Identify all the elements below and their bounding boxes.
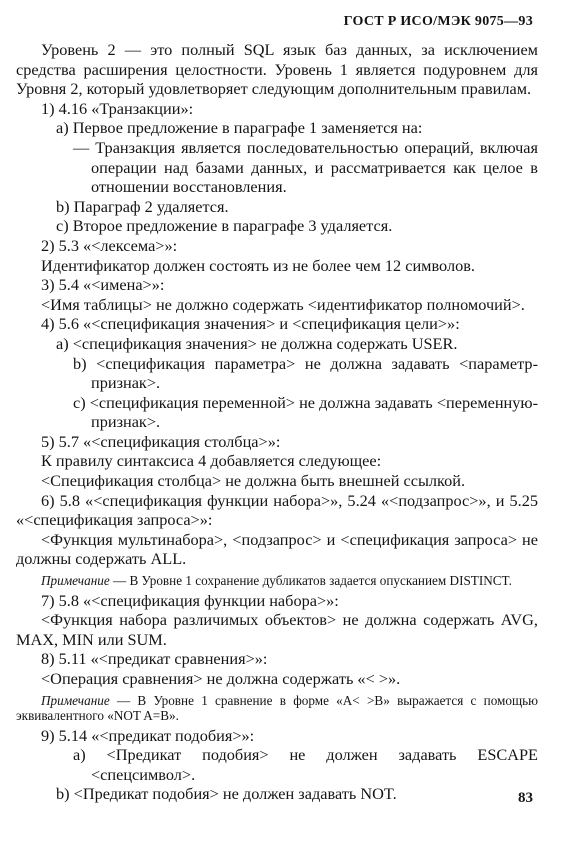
document-body [16,40,538,804]
rule-9-heading: 9) 5.14 «<предикат подобия>»: [41,725,255,745]
rule-1a-quote: — Транзакция является последовательностью операций, включая операции над базами данных, и рассматривается как целое в отношении восстановления. [73,137,538,197]
rule-6-heading: 6) 5.8 «<спецификация функции набора>», 5.24 «<подзапрос>», и 5.25 «<спецификация запроса>»: [16,490,538,530]
note-1-label: Примечание [41,573,110,589]
rule-4a: a) <спецификация значения> не должна содержать USER. [56,333,458,353]
page-number: 83 [518,790,533,806]
rule-1-heading: 1) 4.16 «Транзакции»: [41,98,194,118]
rule-5-heading: 5) 5.7 «<спецификация столбца>»: [41,431,281,451]
rule-2-heading: 2) 5.3 «<лексема>»: [41,235,178,255]
rule-9a: a) <Предикат подобия> не должен задавать ESCAPE <спецсимвол>. [73,745,538,784]
note-1 [16,573,538,589]
rule-1c: c) Второе предложение в параграфе 3 удаляется. [56,216,393,236]
note-2-text: — В Уровне 1 сравнение в форме «A< >B» выражается с помощью эквивалентного «NOT A=B». [16,692,538,723]
rule-5-text-2: <Спецификация столбца> не должна быть внешней ссылкой. [41,471,466,491]
rule-9b: b) <Предикат подобия> не должен задавать NOT. [56,784,397,804]
rule-3-text: <Имя таблицы> не должно содержать <идентификатор полномочий>. [41,294,525,314]
rule-1b: b) Параграф 2 удаляется. [56,196,229,216]
rule-8-heading: 8) 5.11 «<предикат сравнения>»: [41,649,268,669]
note-2 [16,693,538,724]
rule-6-text: <Функция мультинабора>, <подзапрос> и <спецификация запроса> не должны содержать ALL. [16,529,538,569]
rule-3-heading: 3) 5.4 «<имена>»: [41,275,165,295]
rule-5-text-1: К правилу синтаксиса 4 добавляется следующее: [41,451,382,471]
rule-2-text: Идентификатор должен состоять из не более чем 12 символов. [41,255,475,275]
rule-4b: b) <спецификация параметра> не должна задавать <параметр-признак>. [73,353,538,393]
rule-8-text: <Операция сравнения> не должна содержать «< >». [41,668,401,688]
document-header: ГОСТ Р ИСО/МЭК 9075—93 [343,14,533,29]
note-1-text: — В Уровне 1 сохранение дубликатов задается опусканием DISTINCT. [109,573,512,589]
rule-7-text: <Функция набора различимых объектов> не должна содержать AVG, MAX, MIN или SUM. [16,610,538,649]
rule-4-heading: 4) 5.6 «<спецификация значения> и <спецификация цели>»: [41,314,460,334]
rule-1a: a) Первое предложение в параграфе 1 заменяется на: [56,118,423,138]
intro-paragraph: Уровень 2 — это полный SQL язык баз данных, за исключением средства расширения целостности. Уровень 1 является подуровнем для Уровня 2, который удовлетворяет следующим дополнительным правилам. [16,40,538,99]
rule-7-heading: 7) 5.8 «<спецификация функции набора>»: [41,590,339,610]
note-2-label: Примечание [41,692,110,708]
rule-4c: c) <спецификация переменной> не должна задавать <переменную-признак>. [73,392,538,432]
